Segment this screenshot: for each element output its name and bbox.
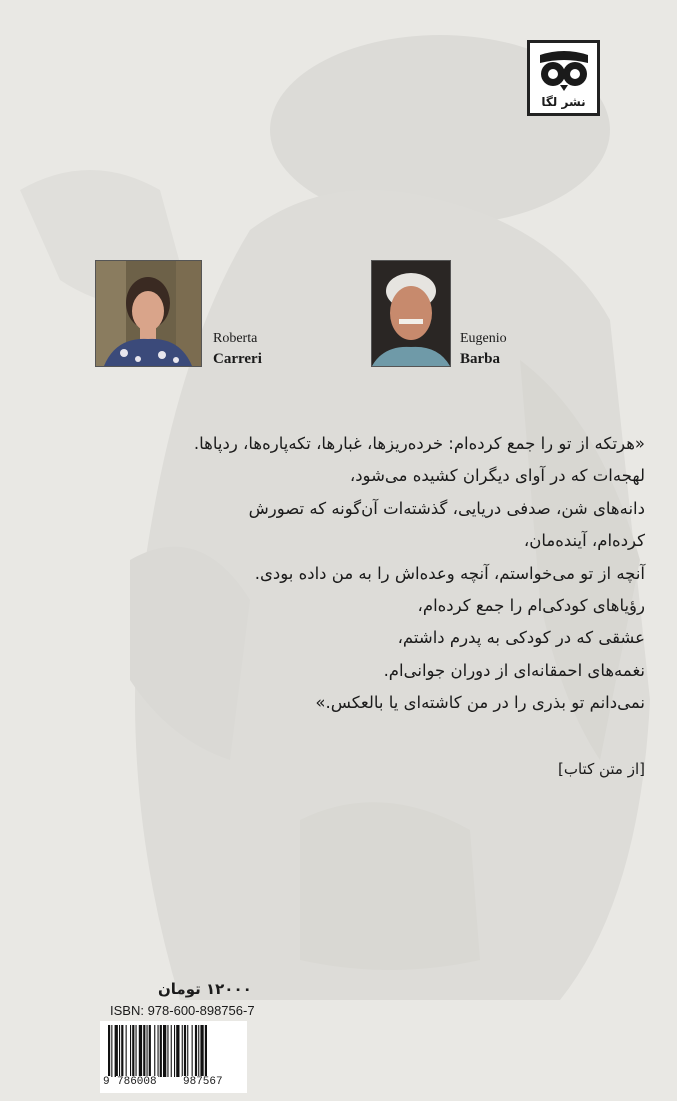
barcode-bar <box>119 1025 120 1077</box>
barcode-bar <box>121 1025 123 1077</box>
source-note: [از متن کتاب] <box>558 760 645 778</box>
excerpt-line: «هرتکه از تو را جمع کرده‌ام: خرده‌ریزها، غبارها، تکه‌پاره‌ها، ردپاها. <box>193 434 645 453</box>
author-last-name: Carreri <box>213 351 262 367</box>
barcode-bar <box>154 1025 155 1077</box>
barcode-bar <box>115 1025 118 1077</box>
barcode-digit-first: 9 <box>103 1076 110 1088</box>
barcode-bar <box>160 1025 162 1077</box>
barcode-bar <box>108 1025 110 1077</box>
barcode-bar <box>205 1025 207 1077</box>
book-excerpt <box>125 428 645 720</box>
barcode-bar <box>130 1025 131 1077</box>
barcode-bar <box>167 1025 168 1077</box>
barcode-bar <box>126 1025 127 1077</box>
barcode-bar <box>147 1025 148 1077</box>
author-roberta <box>213 329 262 369</box>
barcode-group-right: 987567 <box>183 1076 223 1088</box>
owl-eyes-icon <box>538 49 590 91</box>
excerpt-line: عشقی که در کودکی به پدرم داشتم، <box>397 628 645 648</box>
barcode-bar <box>187 1025 188 1077</box>
isbn-label: ISBN: 978-600-898756-7 <box>110 1003 255 1018</box>
barcode-bar <box>192 1025 193 1077</box>
barcode-bar <box>136 1025 137 1077</box>
author-last-name: Barba <box>460 351 501 367</box>
author-photo-roberta <box>95 260 202 367</box>
barcode-bar <box>171 1025 172 1077</box>
excerpt-line: نغمه‌های احمقانه‌ای از دوران جوانی‌ام. <box>383 660 645 680</box>
barcode-bar <box>182 1025 183 1077</box>
barcode-bar <box>200 1025 203 1077</box>
excerpt-line: رؤیاهای کودکی‌ام را جمع کرده‌ام، <box>417 596 645 616</box>
barcode-group-left: 786008 <box>117 1076 157 1088</box>
excerpt-line: لهجه‌ات که در آوای دیگران کشیده می‌شود، <box>349 466 645 486</box>
barcode-bar <box>198 1025 199 1077</box>
price-label: ۱۲۰۰۰ تومان <box>158 980 252 998</box>
barcode-bar <box>132 1025 134 1077</box>
barcode-bar <box>195 1025 197 1077</box>
author-eugenio <box>460 329 507 369</box>
author-first-name: Eugenio <box>460 331 507 346</box>
barcode-bar <box>163 1025 166 1077</box>
barcode-bar <box>143 1025 145 1077</box>
barcode-bar <box>111 1025 112 1077</box>
excerpt-line: آنچه از تو می‌خواستم، آنچه وعده‌اش را به من داده بودی. <box>254 563 645 583</box>
barcode-bar <box>149 1025 151 1077</box>
barcode-bar <box>184 1025 186 1077</box>
author-first-name: Roberta <box>213 331 258 346</box>
excerpt-line: نمی‌دانم تو بذری را در من کاشته‌ای یا بالعکس.» <box>315 693 645 713</box>
barcode-bar <box>176 1025 179 1077</box>
excerpt-line: دانه‌های شن، صدفی دریایی، گذشته‌ات آن‌گونه که تصورش <box>248 498 645 518</box>
barcode-bar <box>139 1025 142 1077</box>
excerpt-line: کرده‌ام، آینده‌مان، <box>523 531 645 551</box>
barcode-digits <box>100 1076 247 1092</box>
publisher-logo <box>527 40 600 116</box>
barcode-bar <box>174 1025 175 1077</box>
publisher-name: نشر لگا <box>541 95 586 109</box>
author-photo-eugenio <box>371 260 451 367</box>
barcode-bar <box>158 1025 159 1077</box>
